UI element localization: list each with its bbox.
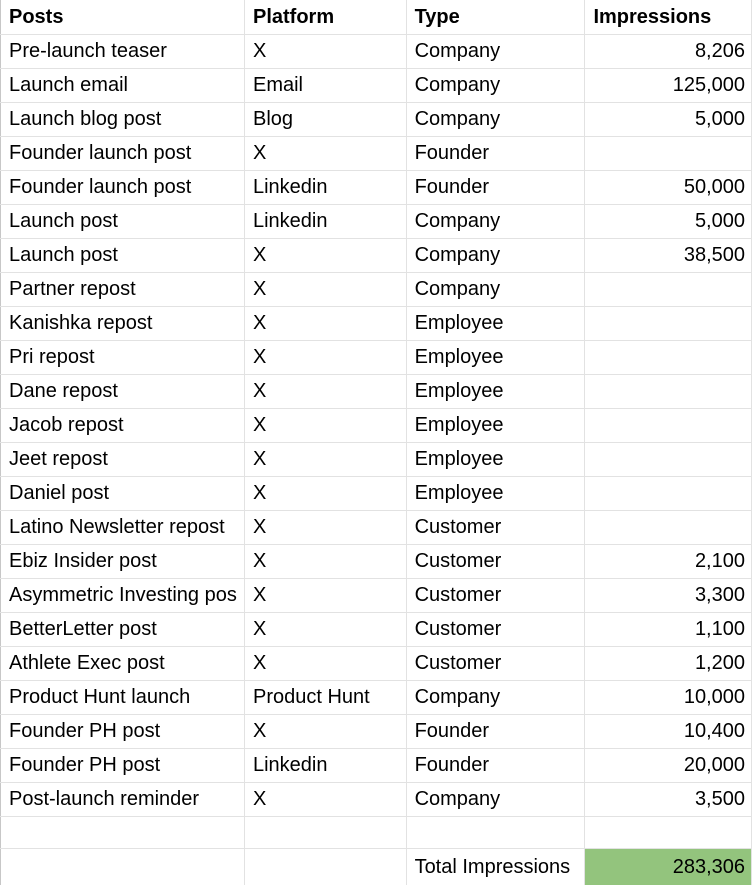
- cell-impressions[interactable]: [585, 307, 752, 341]
- cell-impressions[interactable]: [585, 273, 752, 307]
- table-row: [1, 341, 752, 375]
- table-row: [1, 647, 752, 681]
- cell-post[interactable]: Product Hunt launch: [1, 681, 245, 715]
- cell-type[interactable]: Company: [406, 239, 585, 273]
- table-row: [1, 749, 752, 783]
- header-posts[interactable]: Posts: [1, 0, 245, 35]
- cell-post[interactable]: Launch email: [1, 69, 245, 103]
- cell-platform[interactable]: X: [244, 137, 406, 171]
- cell-platform[interactable]: X: [244, 613, 406, 647]
- cell-post[interactable]: Athlete Exec post: [1, 647, 245, 681]
- header-type[interactable]: Type: [406, 0, 585, 35]
- cell-impressions[interactable]: 1,100: [585, 613, 752, 647]
- cell-platform[interactable]: X: [244, 273, 406, 307]
- cell-post[interactable]: Asymmetric Investing pos: [1, 579, 245, 613]
- table-row: [1, 69, 752, 103]
- cell-type[interactable]: Employee: [406, 477, 585, 511]
- cell-post[interactable]: Jacob repost: [1, 409, 245, 443]
- table-row: [1, 239, 752, 273]
- cell-type[interactable]: Employee: [406, 409, 585, 443]
- table-row: [1, 681, 752, 715]
- cell-platform[interactable]: Product Hunt: [244, 681, 406, 715]
- cell-platform[interactable]: X: [244, 545, 406, 579]
- sheet-body: [1, 0, 752, 885]
- cell-impressions[interactable]: [585, 477, 752, 511]
- cell-platform[interactable]: Email: [244, 69, 406, 103]
- table-row: [1, 35, 752, 69]
- table-row: [1, 783, 752, 817]
- cell-platform[interactable]: X: [244, 715, 406, 749]
- cell-impressions[interactable]: [585, 443, 752, 477]
- table-row: [1, 375, 752, 409]
- cell-impressions[interactable]: 38,500: [585, 239, 752, 273]
- cell-post[interactable]: Partner repost: [1, 273, 245, 307]
- cell-empty[interactable]: [1, 849, 245, 886]
- cell-type[interactable]: Founder: [406, 137, 585, 171]
- cell-type[interactable]: Company: [406, 69, 585, 103]
- cell-post[interactable]: Launch post: [1, 239, 245, 273]
- cell-platform[interactable]: Linkedin: [244, 171, 406, 205]
- cell-platform[interactable]: X: [244, 341, 406, 375]
- cell-post[interactable]: Ebiz Insider post: [1, 545, 245, 579]
- table-row: [1, 613, 752, 647]
- cell-platform[interactable]: X: [244, 579, 406, 613]
- cell-impressions[interactable]: 20,000: [585, 749, 752, 783]
- cell-post[interactable]: Founder launch post: [1, 137, 245, 171]
- total-row: [1, 849, 752, 886]
- cell-type[interactable]: Customer: [406, 579, 585, 613]
- table-row: [1, 103, 752, 137]
- cell-platform[interactable]: X: [244, 35, 406, 69]
- cell-post[interactable]: Pri repost: [1, 341, 245, 375]
- table-row: [1, 443, 752, 477]
- cell-type[interactable]: Customer: [406, 511, 585, 545]
- cell-impressions[interactable]: [585, 341, 752, 375]
- cell-post[interactable]: Dane repost: [1, 375, 245, 409]
- cell-post[interactable]: BetterLetter post: [1, 613, 245, 647]
- cell-post[interactable]: Launch post: [1, 205, 245, 239]
- header-platform[interactable]: Platform: [244, 0, 406, 35]
- empty-row: [1, 817, 752, 849]
- cell-type[interactable]: Founder: [406, 749, 585, 783]
- table-row: [1, 137, 752, 171]
- cell-impressions[interactable]: 10,000: [585, 681, 752, 715]
- cell-post[interactable]: Daniel post: [1, 477, 245, 511]
- cell-type[interactable]: Company: [406, 35, 585, 69]
- cell-impressions[interactable]: [585, 375, 752, 409]
- cell-type[interactable]: Employee: [406, 307, 585, 341]
- cell-type[interactable]: Company: [406, 681, 585, 715]
- cell-type[interactable]: Employee: [406, 341, 585, 375]
- table-row: [1, 477, 752, 511]
- cell-impressions[interactable]: 3,500: [585, 783, 752, 817]
- cell-impressions[interactable]: 5,000: [585, 103, 752, 137]
- cell-platform[interactable]: X: [244, 307, 406, 341]
- cell-empty[interactable]: [1, 817, 245, 849]
- table-row: [1, 171, 752, 205]
- cell-type[interactable]: Customer: [406, 647, 585, 681]
- cell-platform[interactable]: Blog: [244, 103, 406, 137]
- cell-post[interactable]: Kanishka repost: [1, 307, 245, 341]
- cell-type[interactable]: Founder: [406, 715, 585, 749]
- cell-impressions[interactable]: 10,400: [585, 715, 752, 749]
- table-row: [1, 715, 752, 749]
- table-row: [1, 273, 752, 307]
- cell-post[interactable]: Founder PH post: [1, 715, 245, 749]
- cell-empty[interactable]: [406, 817, 585, 849]
- total-impressions-value[interactable]: 283,306: [585, 849, 752, 886]
- table-row: [1, 545, 752, 579]
- cell-platform[interactable]: Linkedin: [244, 205, 406, 239]
- cell-impressions[interactable]: 3,300: [585, 579, 752, 613]
- cell-platform[interactable]: X: [244, 477, 406, 511]
- cell-impressions[interactable]: 125,000: [585, 69, 752, 103]
- cell-post[interactable]: Jeet repost: [1, 443, 245, 477]
- cell-impressions[interactable]: 50,000: [585, 171, 752, 205]
- cell-impressions[interactable]: 1,200: [585, 647, 752, 681]
- header-impressions[interactable]: Impressions: [585, 0, 752, 35]
- cell-impressions[interactable]: 2,100: [585, 545, 752, 579]
- cell-platform[interactable]: X: [244, 409, 406, 443]
- cell-type[interactable]: Customer: [406, 613, 585, 647]
- cell-platform[interactable]: X: [244, 647, 406, 681]
- cell-post[interactable]: Latino Newsletter repost: [1, 511, 245, 545]
- cell-impressions[interactable]: [585, 409, 752, 443]
- cell-type[interactable]: Company: [406, 783, 585, 817]
- cell-platform[interactable]: X: [244, 511, 406, 545]
- cell-empty[interactable]: [585, 817, 752, 849]
- header-row: [1, 0, 752, 35]
- total-impressions-label[interactable]: Total Impressions: [406, 849, 585, 886]
- cell-empty[interactable]: [244, 817, 406, 849]
- table-row: [1, 579, 752, 613]
- table-row: [1, 205, 752, 239]
- cell-post[interactable]: Pre-launch teaser: [1, 35, 245, 69]
- cell-post[interactable]: Founder launch post: [1, 171, 245, 205]
- cell-impressions[interactable]: 5,000: [585, 205, 752, 239]
- cell-type[interactable]: Customer: [406, 545, 585, 579]
- cell-type[interactable]: Founder: [406, 171, 585, 205]
- table-row: [1, 409, 752, 443]
- cell-platform[interactable]: Linkedin: [244, 749, 406, 783]
- cell-type[interactable]: Employee: [406, 375, 585, 409]
- cell-type[interactable]: Employee: [406, 443, 585, 477]
- cell-impressions[interactable]: [585, 137, 752, 171]
- cell-platform[interactable]: X: [244, 239, 406, 273]
- cell-impressions[interactable]: 8,206: [585, 35, 752, 69]
- table-row: [1, 307, 752, 341]
- cell-platform[interactable]: X: [244, 443, 406, 477]
- cell-post[interactable]: Founder PH post: [1, 749, 245, 783]
- cell-type[interactable]: Company: [406, 205, 585, 239]
- cell-type[interactable]: Company: [406, 273, 585, 307]
- cell-platform[interactable]: X: [244, 375, 406, 409]
- cell-impressions[interactable]: [585, 511, 752, 545]
- cell-empty[interactable]: [244, 849, 406, 886]
- cell-post[interactable]: Launch blog post: [1, 103, 245, 137]
- cell-type[interactable]: Company: [406, 103, 585, 137]
- table-row: [1, 511, 752, 545]
- cell-platform[interactable]: X: [244, 783, 406, 817]
- cell-post[interactable]: Post-launch reminder: [1, 783, 245, 817]
